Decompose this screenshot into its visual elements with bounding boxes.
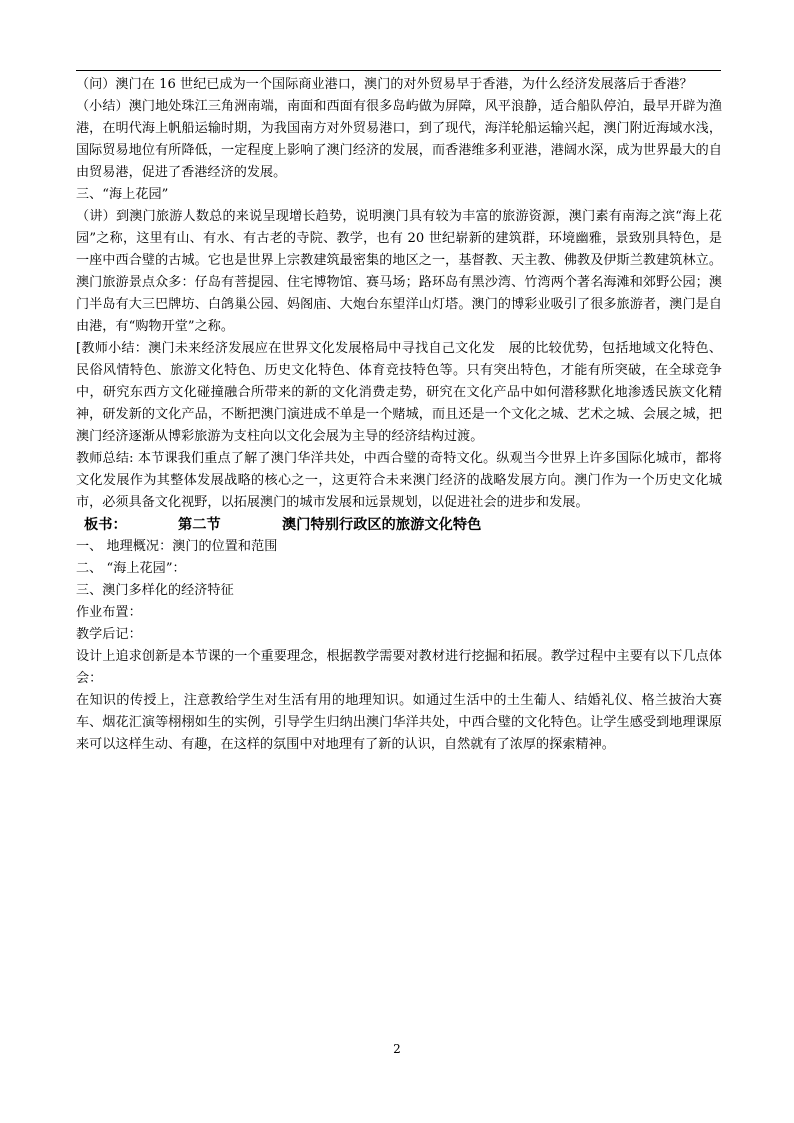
board-section: 第二节 [178, 517, 221, 533]
page-content [76, 74, 722, 756]
teacher-brief-paragraph: [教师小结：澳门未来经济发展应在世界文化发展格局中寻找自己文化发 展的比较优势，包括地域文化特色、民俗风情特色、旅游文化特色、历史文化特色、体育竞技特色等。只有突出特色，才能有所突破，在全球竞争中，研究东西方文化碰撞融合所带来的新的文化消费走势，研究在文化产品中如何潜移默化地渗透民族文化精神，研发新的文化产品，不断把澳门演进成不单是一个赌城，而且还是一个文化之城、艺术之城、会展之城，把澳门经济逐渐从博彩旅游为支柱向以文化会展为主导的经济结构过渡。 [76, 341, 722, 444]
question-paragraph: （问）澳门在 16 世纪已成为一个国际商业港口，澳门的对外贸易早于香港，为什么经济发展落后于香港？ [76, 77, 693, 92]
reflection-intro: 设计上追求创新是本节课的一个重要理念，根据教学需要对教材进行挖掘和拓展。教学过程中主要有以下几点体会： [76, 649, 722, 686]
board-title: 澳门特别行政区的旅游文化特色 [282, 517, 482, 533]
outline-item-2: 二、 “海上花园”： [76, 561, 186, 576]
outline-item-3: 三、澳门多样化的经济特征 [76, 583, 234, 598]
reflection-title: 教学后记： [76, 627, 142, 642]
reflection-point-1: 在知识的传授上，注意教给学生对生活有用的地理知识。如通过生活中的土生葡人、结婚礼仪、格兰披治大赛车、烟花汇演等栩栩如生的实例，引导学生归纳出澳门华洋共处，中西合璧的文化特色。让学生感受到地理课原来可以这样生动、有趣，在这样的氛围中对地理有了新的认识，自然就有了浓厚的探索精神。 [76, 693, 722, 752]
board-label: 板书： [84, 517, 127, 533]
page-number: 2 [393, 1042, 401, 1056]
summary-paragraph: （小结）澳门地处珠江三角洲南端，南面和西面有很多岛屿做为屏障，风平浪静，适合船队停泊，最早开辟为渔港，在明代海上帆船运输时期，为我国南方对外贸易港口，到了现代，海洋轮船运输兴起，澳门附近海域水浅，国际贸易地位有所降低，一定程度上影响了澳门经济的发展，而香港维多利亚港，港阔水深，成为世界最大的自由贸易港，促进了香港经济的发展。 [76, 99, 722, 180]
outline-item-1: 一、 地理概况：澳门的位置和范围 [76, 539, 278, 554]
lecture-paragraph: （讲）到澳门旅游人数总的来说呈现增长趋势，说明澳门具有较为丰富的旅游资源，澳门素有南海之滨“海上花园”之称，这里有山、有水、有古老的寺院、教学，也有 20 世纪崭新的建筑群，环境幽雅，景致别具特色，是一座中西合璧的古城。它也是世界上宗教建筑最密集的地区之一，基督教、天主教、佛教及伊斯兰教建筑林立。澳门旅游景点众多：仔岛有菩提园、住宅博物馆、赛马场；路环岛有黑沙湾、竹湾两个著名海滩和郊野公园；澳门半岛有大三巴牌坊、白鸽巢公园、妈阁庙、大炮台东望洋山灯塔。澳门的博彩业吸引了很多旅游者，澳门是自由港，有“购物开堂”之称。 [76, 209, 722, 334]
section3-title: 三、“海上花园” [76, 187, 169, 202]
homework-label: 作业布置： [76, 605, 142, 620]
header-rule [76, 70, 721, 71]
teacher-summary-paragraph: 教师总结: 本节课我们重点了解了澳门华洋共处，中西合璧的奇特文化。纵观当今世界上许多国际化城市，都将文化发展作为其整体发展战略的核心之一，这更符合未来澳门经济的战略发展方向。澳门作为一个历史文化城市，必须具备文化视野，以拓展澳门的城市发展和远景规划，以促进社会的进步和发展。 [76, 451, 722, 510]
board-heading [76, 514, 722, 536]
